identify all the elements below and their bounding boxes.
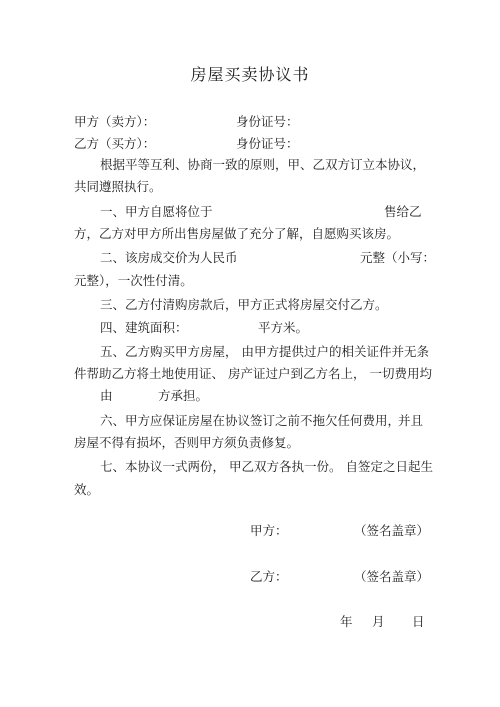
clause-4-label: 四、建筑面积： — [100, 320, 188, 335]
clause-2-line-1-right: 元整（小写： — [360, 250, 436, 265]
clause-5-line-3-right: 方承担。 — [158, 388, 209, 403]
clause-5-line-2: 件帮助乙方将土地使用证、 房产证过户到乙方名上， 一切费用均 — [74, 366, 432, 381]
clause-6-line-2: 房屋不得有损坏，否则甲方须负责修复。 — [74, 435, 300, 450]
clause-7-line-1: 七、本协议一式两份， 甲乙双方各执一份。 自签定之日起生 — [100, 459, 433, 474]
clause-1-line-1-right: 售给乙 — [384, 204, 422, 219]
clause-6-line-1-right: 并且 — [398, 413, 424, 428]
intro-line-2: 共同遵照执行。 — [74, 179, 162, 194]
party-b-id-label: 身份证号： — [236, 136, 299, 151]
clause-4-unit: 平方米。 — [258, 320, 309, 335]
signature-party-a-label: 甲方： — [250, 523, 288, 538]
clause-1-line-2: 方，乙方对甲方所出售房屋做了充分了解，自愿购买该房。 — [74, 226, 400, 241]
signature-date-year: 年 — [340, 614, 353, 629]
intro-line-1: 根据平等互利、协商一致的原则，甲、乙双方订立本协议， — [100, 157, 426, 172]
clause-1-line-1-left: 一、甲方自愿将位于 — [100, 204, 213, 219]
clause-6-line-1-left: 六、甲方应保证房屋在协议签订之前不拖欠任何费用， — [100, 413, 401, 428]
party-a-id-label: 身份证号： — [236, 114, 299, 129]
signature-party-b-seal: （签名盖章） — [354, 569, 430, 584]
clause-7-line-2: 效。 — [74, 482, 100, 497]
clause-5-line-1: 五、乙方购买甲方房屋， 由甲方提供过户的相关证件并无条 — [100, 344, 429, 359]
signature-date-month: 月 — [372, 614, 385, 629]
party-b-label: 乙方（买方）： — [74, 136, 156, 151]
signature-party-b-label: 乙方： — [250, 569, 288, 584]
clause-2-line-2: 元整），一次性付清。 — [74, 273, 193, 288]
document-title: 房屋买卖协议书 — [190, 65, 310, 84]
clause-5-line-3-left: 由 — [100, 388, 113, 403]
clause-2-line-1-left: 二、该房成交价为人民币 — [100, 250, 238, 265]
signature-party-a-seal: （签名盖章） — [354, 523, 430, 538]
signature-date-day: 日 — [412, 614, 425, 629]
party-a-label: 甲方（卖方）： — [74, 114, 156, 129]
clause-3-line-1: 三、乙方付清购房款后，甲方正式将房屋交付乙方。 — [100, 297, 388, 312]
